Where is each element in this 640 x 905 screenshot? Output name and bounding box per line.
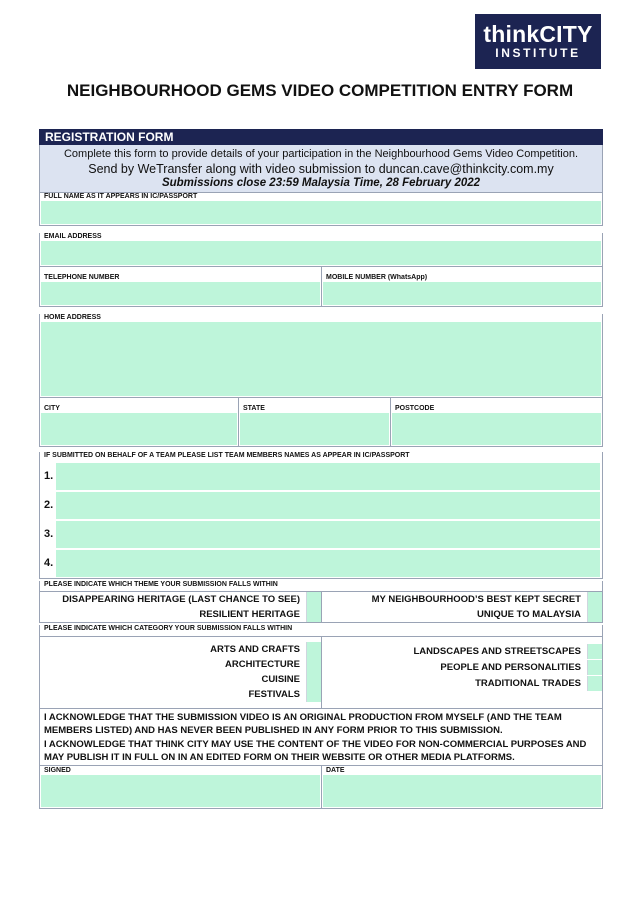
category-option-label: ARTS AND CRAFTS xyxy=(210,644,300,655)
category-option xyxy=(322,659,602,675)
category-option xyxy=(40,642,321,657)
category-option xyxy=(40,657,321,672)
city-cell xyxy=(40,398,238,446)
theme-option xyxy=(40,607,321,622)
category-checkbox-cuisine[interactable] xyxy=(306,672,321,687)
category-option xyxy=(322,675,602,691)
full-name-label: FULL NAME AS IT APPEARS IN IC/PASSPORT xyxy=(44,193,198,200)
category-option-label: ARCHITECTURE xyxy=(225,659,300,670)
theme-option xyxy=(40,592,321,607)
theme-options xyxy=(39,592,603,623)
city-label: CITY xyxy=(44,405,60,412)
team-member-row xyxy=(40,520,602,549)
category-option-label: FESTIVALS xyxy=(248,689,300,700)
category-option-label: CUISINE xyxy=(261,674,300,685)
category-checkbox-arts[interactable] xyxy=(306,642,321,657)
category-option-label: PEOPLE AND PERSONALITIES xyxy=(440,661,581,673)
home-address-row xyxy=(39,314,603,398)
team-member-number: 2. xyxy=(44,499,54,511)
theme-option xyxy=(322,592,602,607)
postcode-cell xyxy=(390,398,602,446)
date-cell xyxy=(321,766,602,808)
category-checkbox-landscapes[interactable] xyxy=(587,644,602,659)
theme-label: PLEASE INDICATE WHICH THEME YOUR SUBMISSION FALLS WITHIN xyxy=(44,581,278,588)
postcode-field[interactable] xyxy=(392,413,601,445)
state-cell xyxy=(238,398,390,446)
email-row xyxy=(39,233,603,267)
page-title: NEIGHBOURHOOD GEMS VIDEO COMPETITION ENTRY FORM xyxy=(66,81,574,100)
logo-line1: thinkCITY xyxy=(483,21,593,47)
category-checkbox-trades[interactable] xyxy=(587,676,602,691)
category-checkbox-festivals[interactable] xyxy=(306,687,321,702)
entry-form xyxy=(39,129,603,809)
location-row xyxy=(39,398,603,447)
category-label: PLEASE INDICATE WHICH CATEGORY YOUR SUBMISSION FALLS WITHIN xyxy=(44,625,293,632)
category-option-label: LANDSCAPES AND STREETSCAPES xyxy=(413,645,581,657)
full-name-field[interactable] xyxy=(41,201,601,224)
home-address-field[interactable] xyxy=(41,322,601,396)
date-label: DATE xyxy=(326,767,345,774)
category-options xyxy=(39,637,603,709)
theme-checkbox-disappearing[interactable] xyxy=(306,592,321,607)
theme-option-label: MY NEIGHBOURHOOD’S BEST KEPT SECRET xyxy=(371,594,581,605)
category-option xyxy=(40,672,321,687)
team-member-row xyxy=(40,491,602,520)
theme-option xyxy=(322,607,602,622)
home-address-label: HOME ADDRESS xyxy=(44,314,101,321)
telephone-cell xyxy=(40,267,321,306)
mobile-field[interactable] xyxy=(323,282,601,305)
state-label: STATE xyxy=(243,405,265,412)
acknowledgement-original: I ACKNOWLEDGE THAT THE SUBMISSION VIDEO IS AN ORIGINAL PRODUCTION FROM MYSELF (AND THE TEAM MEMBERS LISTED) AND HAS NEVER BEEN PUBLISHED IN ANY FORM PRIOR TO THIS SUBMISSION. xyxy=(44,712,562,736)
team-member-row xyxy=(40,462,602,491)
signed-label: SIGNED xyxy=(44,767,71,774)
team-member-2-field[interactable] xyxy=(56,492,600,519)
email-label: EMAIL ADDRESS xyxy=(44,233,102,240)
team-member-3-field[interactable] xyxy=(56,521,600,548)
category-checkbox-people[interactable] xyxy=(587,660,602,675)
postcode-label: POSTCODE xyxy=(395,405,435,412)
theme-checkbox-resilient[interactable] xyxy=(306,607,321,622)
theme-right-column xyxy=(321,592,602,622)
category-option xyxy=(40,687,321,702)
telephone-field[interactable] xyxy=(41,282,320,305)
date-field[interactable] xyxy=(323,775,601,807)
mobile-cell xyxy=(321,267,602,306)
telephone-label: TELEPHONE NUMBER xyxy=(44,274,120,281)
intro-text: Complete this form to provide details of your participation in the Neighbourhood Gems Video Competition. xyxy=(63,148,579,160)
team-member-row xyxy=(40,549,602,578)
team-member-number: 1. xyxy=(44,470,54,482)
signed-cell xyxy=(40,766,321,808)
category-option xyxy=(322,643,602,659)
category-label-row xyxy=(39,625,603,637)
state-field[interactable] xyxy=(240,413,389,445)
team-member-number: 4. xyxy=(44,557,54,569)
phone-row xyxy=(39,267,603,307)
intro-panel xyxy=(39,145,603,193)
acknowledgement-row xyxy=(39,709,603,766)
team-member-4-field[interactable] xyxy=(56,550,600,577)
theme-option-label: DISAPPEARING HERITAGE (LAST CHANCE TO SEE) xyxy=(62,594,300,605)
acknowledgement-usage: I ACKNOWLEDGE THAT THINK CITY MAY USE THE CONTENT OF THE VIDEO FOR NON-COMMERCIAL PURPOSES AND MAY PUBLISH IT IN FULL ON IN AN EDITED FORM ON THEIR WEBSITE OR OTHER MEDIA PLATFORMS. xyxy=(44,739,587,763)
category-checkbox-architecture[interactable] xyxy=(306,657,321,672)
logo-line2: INSTITUTE xyxy=(495,46,581,60)
signature-field[interactable] xyxy=(41,775,320,807)
deadline-text: Submissions close 23:59 Malaysia Time, 28 February 2022 xyxy=(161,177,481,189)
theme-label-row xyxy=(39,581,603,592)
signature-row xyxy=(39,766,603,809)
registration-header: REGISTRATION FORM xyxy=(39,129,603,145)
email-field[interactable] xyxy=(41,241,601,265)
category-left-column xyxy=(40,637,321,708)
category-right-column xyxy=(321,637,602,708)
team-member-1-field[interactable] xyxy=(56,463,600,490)
theme-checkbox-best-kept-secret[interactable] xyxy=(587,592,602,607)
team-members-label: IF SUBMITTED ON BEHALF OF A TEAM PLEASE LIST TEAM MEMBERS NAMES AS APPEAR IN IC/PASSPORT xyxy=(44,452,410,459)
category-option-label: TRADITIONAL TRADES xyxy=(475,677,581,689)
mobile-label: MOBILE NUMBER (WhatsApp) xyxy=(326,274,428,281)
theme-option-label: UNIQUE TO MALAYSIA xyxy=(477,609,581,620)
submission-instructions: Send by WeTransfer along with video submission to duncan.cave@thinkcity.com.my xyxy=(88,162,554,176)
theme-left-column xyxy=(40,592,321,622)
thinkcity-logo xyxy=(475,14,601,69)
full-name-row xyxy=(39,193,603,226)
team-members-row xyxy=(39,452,603,579)
city-field[interactable] xyxy=(41,413,237,445)
theme-checkbox-unique[interactable] xyxy=(587,607,602,622)
theme-option-label: RESILIENT HERITAGE xyxy=(199,609,300,620)
team-member-number: 3. xyxy=(44,528,54,540)
